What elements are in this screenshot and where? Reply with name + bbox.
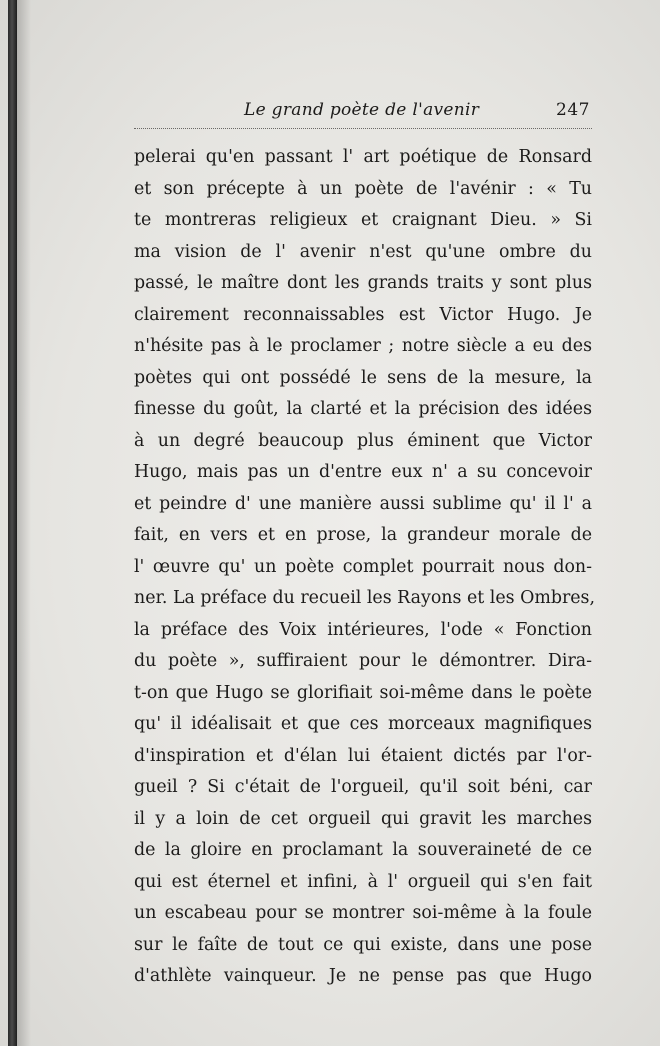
text-line: et peindre d' une manière aussi sublime qu' il l' a: [134, 493, 592, 514]
text-line: t-on que Hugo se glorifiait soi-même dans le poète: [134, 682, 592, 703]
text-line: de la gloire en proclamant la souveraineté de ce: [134, 840, 592, 860]
book-spine-edge: [8, 0, 17, 1046]
text-line: poètes qui ont possédé le sens de la mesure, la: [134, 367, 592, 388]
text-line: d'inspiration et d'élan lui étaient dictés par l'or-: [134, 745, 592, 766]
text-line: et son précepte à un poète de l'avénir : « Tu: [134, 178, 592, 199]
text-line: ma vision de l' avenir n'est qu'une ombre du: [134, 241, 592, 262]
text-line: fait, en vers et en prose, la grandeur morale de: [134, 525, 592, 545]
text-line: à un degré beaucoup plus éminent que Victor: [134, 430, 592, 451]
text-line: la préface des Voix intérieures, l'ode « Fonction: [134, 619, 592, 640]
text-line: pelerai qu'en passant l' art poétique de Ronsard: [134, 147, 592, 167]
text-line: du poète », suffiraient pour le démontrer. Dira-: [134, 651, 592, 671]
text-line: un escabeau pour se montrer soi-même à la foule: [134, 903, 592, 923]
text-line: ner. La préface du recueil les Rayons et les Ombres,: [134, 588, 596, 608]
text-line: Hugo, mais pas un d'entre eux n' a su concevoir: [134, 462, 592, 482]
text-line: qu' il idéalisait et que ces morceaux magnifiques: [134, 714, 592, 734]
running-header: [134, 94, 592, 129]
body-text: [134, 142, 596, 993]
text-line: qui est éternel et infini, à l' orgueil qui s'en fait: [134, 871, 592, 892]
text-line: d'athlète vainqueur. Je ne pense pas que Hugo: [134, 966, 592, 986]
page-number: 247: [556, 100, 590, 120]
running-title: Le grand poète de l'avenir: [244, 100, 480, 120]
text-line: te montreras religieux et craignant Dieu. » Si: [134, 210, 592, 230]
text-line: gueil ? Si c'était de l'orgueil, qu'il soit béni, car: [134, 777, 592, 797]
text-line: l' œuvre qu' un poète complet pourrait nous don-: [134, 556, 592, 577]
gutter-shadow: [17, 0, 31, 1046]
text-line: passé, le maître dont les grands traits y sont plus: [134, 273, 592, 293]
text-line: n'hésite pas à le proclamer ; notre siècle a eu des: [134, 336, 592, 356]
text-line: sur le faîte de tout ce qui existe, dans une pose: [134, 934, 592, 955]
text-line: finesse du goût, la clarté et la précision des idées: [134, 399, 592, 419]
text-line: clairement reconnaissables est Victor Hugo. Je: [134, 304, 592, 325]
text-line: il y a loin de cet orgueil qui gravit les marches: [134, 808, 592, 829]
